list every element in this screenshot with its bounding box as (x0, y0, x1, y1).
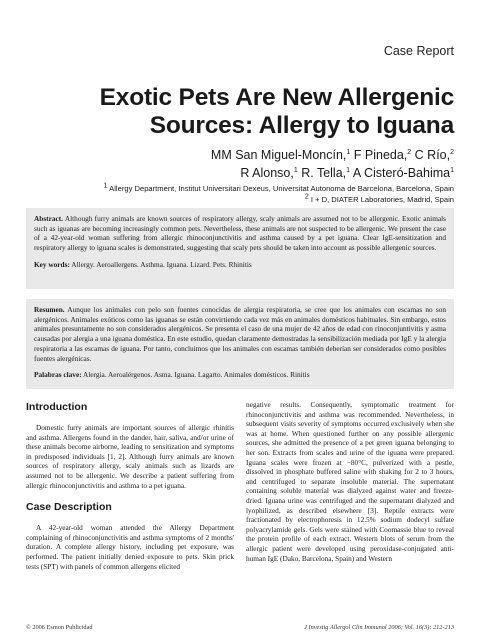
affiliation-2: $^2$ I + D, DIATER Laboratories, Madrid, Spain (304, 193, 454, 204)
case-description-text: A 42-year-old woman attended the Allergy Department complaining of rhinoconjunctivitis and asthma symptoms of 2 months' duration. A complete allergy history, including pet exposure, was performed. The patient initially denied exposure to pets. Skin prick tests (SPT) with panels of common allergens elicited (26, 523, 234, 571)
authors-line-2: R Alonso,$^1$ R. Tella,$^1$ A Cisteró-Bahima$^1$ (240, 166, 454, 180)
footer-copyright: © 2006 Esmon Publicidad (26, 624, 93, 631)
affiliation-1: $^1$ Allergy Department, Institut Universitari Dexeus, Universitat Autonoma de Barcelona, Barcelona, Spain (103, 182, 454, 193)
introduction-text: Domestic furry animals are important sources of allergic rhinitis and asthma. Allergens found in the dander, hair, saliva, and/or urine of these animals become airborne, leading to sensitization and symptoms in predisposed individuals [1, 2]. Although furry animals are known sources of respiratory allergy, scaly animals such as lizards are assumed not to be allergenic. We describe a patient suffering from allergic rhinoconjunctivitis and asthma to a pet iguana. (26, 423, 234, 490)
case-description-continued: negative results. Consequently, symptomatic treatment for rhinoconjunctivitis and asthma was recommended. Nevertheless, in subsequent visits severity of symptoms occurred exclusively when she was at home. When questioned further on any possible allergenic sources, she admitted the presence of a pet green iguana belonging to her son. Extracts from scales and urine of the iguana were prepared. Iguana scales were frozen at −80°C, pulverized with a pestle, dissolved in phosphate buffered saline with shaking for 2 to 3 hours, and centrifuged to separate insoluble material. The supernatant containing soluble material was dialyzed against water and freeze-dried. Iguana urine was centrifuged and the supernatant dialyzed and lyophilized, as described elsewhere [3]. Reptile extracts were fractionated by electrophoresis in 12.5% sodium dodecyl sulfate polyacrylamide gels. Gels were stained with Coomassie blue to reveal the protein profile of each extract. Western blots of serum from the allergic patient were developed using peroxidase-conjugated anti-human IgE (Dako, Barcelona, Spain) and Western (246, 400, 454, 563)
abstract-box (26, 208, 454, 289)
resumen-box (26, 299, 454, 389)
authors-line-1: MM San Miguel-Moncín,$^1$ F Pineda,$^2$ C Río,$^2$ (210, 148, 454, 162)
section-label: Case Report (383, 44, 454, 58)
resumen-keywords: Palabras clave: Alergia. Aeroalérgenos. Asma. Iguana. Lagarto. Animales domésticos. Rinitis (34, 370, 310, 380)
article-title (34, 84, 454, 140)
affiliations (0, 183, 454, 205)
title-line-2: Sources: Allergy to Iguana (149, 112, 454, 139)
case-description-heading: Case Description (26, 501, 112, 514)
title-line-1: Exotic Pets Are New Allergenic (99, 84, 454, 111)
abstract-text: Abstract. Although furry animals are known sources of respiratory allergy, scaly animals are assumed not to be allergenic. Exotic animals such as iguanas are becoming increasingly common pets. Nevertheless, these animals are not suspected to be allergenic. We present the case of a 42-year-old woman suffering from allergic rhinoconjunctivitis and asthma caused by a pet iguana. Clear IgE-sensitization and respiratory allergy to iguana scales is demonstrated, suggesting that scaly pets should be taken into account as possible allergenic sources. (34, 214, 446, 253)
footer-citation: J Investig Allergol Clin Immunol 2006; Vol. 16(3): 212-213 (304, 624, 454, 631)
resumen-text: Resumen. Aunque los animales con pelo son fuentes conocidas de alergia respiratoria, se cree que los animales con escamas no son alergénicos. Animales exóticos como las iguanas se están convirtiendo cada vez más en animales domésticos habituales. Sin embargo, estos animales presuntamente no son considerados alergénicos. Se presenta el caso de una mujer de 42 años de edad con rinoconjuntivitis y asma causadas por alergia a una iguana doméstica. En este estudio, quedan claramente demostradas la sensibilización mediada por IgE y la alergia respiratoria a las escamas de iguana. Por tanto, concluimos que los animales con escamas también deberían ser considerados como posibles fuentes alergénicas. (34, 305, 446, 363)
left-column (26, 400, 234, 571)
introduction-heading: Introduction (26, 401, 88, 413)
author-list (34, 146, 454, 182)
right-column (246, 400, 454, 563)
abstract-keywords: Key words: Allergy. Aeroallergens. Asthma. Iguana. Lizard. Pets. Rhinitis (34, 259, 252, 269)
